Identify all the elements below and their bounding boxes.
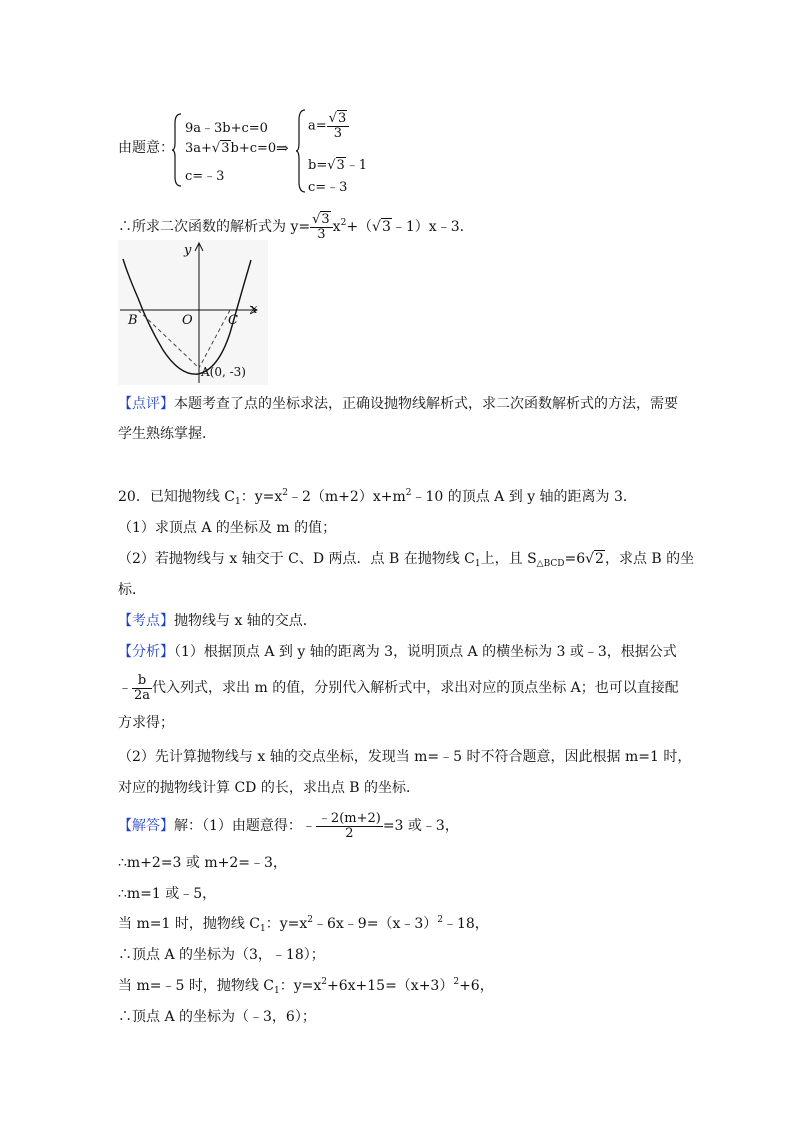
parabola-graph xyxy=(118,240,268,385)
point-a-label: A(0, -3) xyxy=(201,365,246,379)
exam-point-line: 【考点】抛物线与 x 轴的交点． xyxy=(118,613,317,629)
comment-tag: 【点评】 xyxy=(118,396,174,412)
comment-line-2: 学生熟练掌握． xyxy=(118,426,216,442)
comment-line-1: 【点评】本题考查了点的坐标求法，正确设抛物线解析式，求二次函数解析式的方法，需要 xyxy=(118,396,678,412)
graph-svg xyxy=(118,240,268,385)
equation-3: c=﹣3 xyxy=(185,169,225,184)
exam-point-tag: 【考点】 xyxy=(118,613,174,629)
solution-step-6: ∴顶点 A 的坐标为（﹣3，6）； xyxy=(118,1009,316,1025)
x-axis-label: x xyxy=(250,302,258,317)
left-brace-icon xyxy=(172,113,182,187)
solution-tag: 【解答】 xyxy=(118,818,174,835)
analysis-line-1: 【分析】（1）根据顶点 A 到 y 轴的距离为 3，说明顶点 A 的横坐标为 3 或﹣3，根据公式 xyxy=(118,644,677,660)
equation-2: 3a+√3b+c=0 xyxy=(185,141,277,156)
by-question-label: 由题意： xyxy=(118,140,174,156)
point-c-label: C xyxy=(228,313,238,328)
problem-20-stem: 20．已知抛物线 $C_1$：$y=x^2﹣2(m+2)x+m^2﹣10$ 的顶点 A 到 y 轴的距离为 3． xyxy=(118,488,637,507)
equation-1: 9a﹣3b+c=0 xyxy=(185,121,268,136)
problem-20-part-2-end: 标． xyxy=(118,582,146,598)
solution-a: a= $\frac{√3}{3}$ xyxy=(308,112,349,140)
solution-step-3: 当 m=1 时，抛物线 $C_1$：$y=x^2﹣6x﹣9=(x﹣3)^2﹣18$， xyxy=(118,915,489,934)
point-b-label: B xyxy=(128,313,138,328)
solution-step-5: 当 m=﹣5 时，抛物线 $C_1$：$y=x^2+6x+15=(x+3)^2+6$， xyxy=(118,977,494,996)
conclusion-line: ∴所求二次函数的解析式为 y= $\frac{√3}{3}$ $x^2+(√3﹣1)x﹣3$． xyxy=(118,212,474,242)
implies-arrow: ⇒ xyxy=(276,139,289,157)
analysis-line-5: 对应的抛物线计算 CD 的长，求出点 B 的坐标． xyxy=(118,780,421,796)
y-axis-label: y xyxy=(184,243,192,258)
solution-step-1: ∴m+2=3 或 m+2=﹣3， xyxy=(118,855,287,871)
solution-c: c=﹣3 xyxy=(308,180,348,195)
solution-b: b=√3﹣1 xyxy=(308,158,368,173)
solution-step-4: ∴顶点 A 的坐标为（3，﹣18）； xyxy=(118,947,325,963)
solution-line-1: 【解答】解：（1）由题意得：﹣ $\frac{﹣2(m+2)}{2}$ =3 或﹣3， xyxy=(118,811,459,841)
origin-label: O xyxy=(182,313,193,328)
right-brace-icon xyxy=(296,109,306,193)
problem-20-part-2: （2）若抛物线与 x 轴交于 C、D 两点．点 B 在抛物线 $C_1$上，且 $S_{\triangle BCD}=6√2$，求点 B 的坐 xyxy=(118,551,695,569)
analysis-tag: 【分析】 xyxy=(118,644,174,660)
solution-step-2: ∴m=1 或﹣5， xyxy=(118,886,217,902)
analysis-line-2: ﹣ $\frac{b}{2a}$ 代入列式，求出 m 的值，分别代入解析式中，求出对应的顶点坐标 A；也可以直接配 xyxy=(118,673,679,703)
equation-system xyxy=(172,109,367,193)
analysis-line-4: （2）先计算抛物线与 x 轴的交点坐标，发现当 m=﹣5 时不符合题意，因此根据 m=1 时， xyxy=(118,749,692,765)
problem-20-part-1: （1）求顶点 A 的坐标及 m 的值； xyxy=(118,520,337,536)
analysis-line-3: 方求得； xyxy=(118,715,174,731)
